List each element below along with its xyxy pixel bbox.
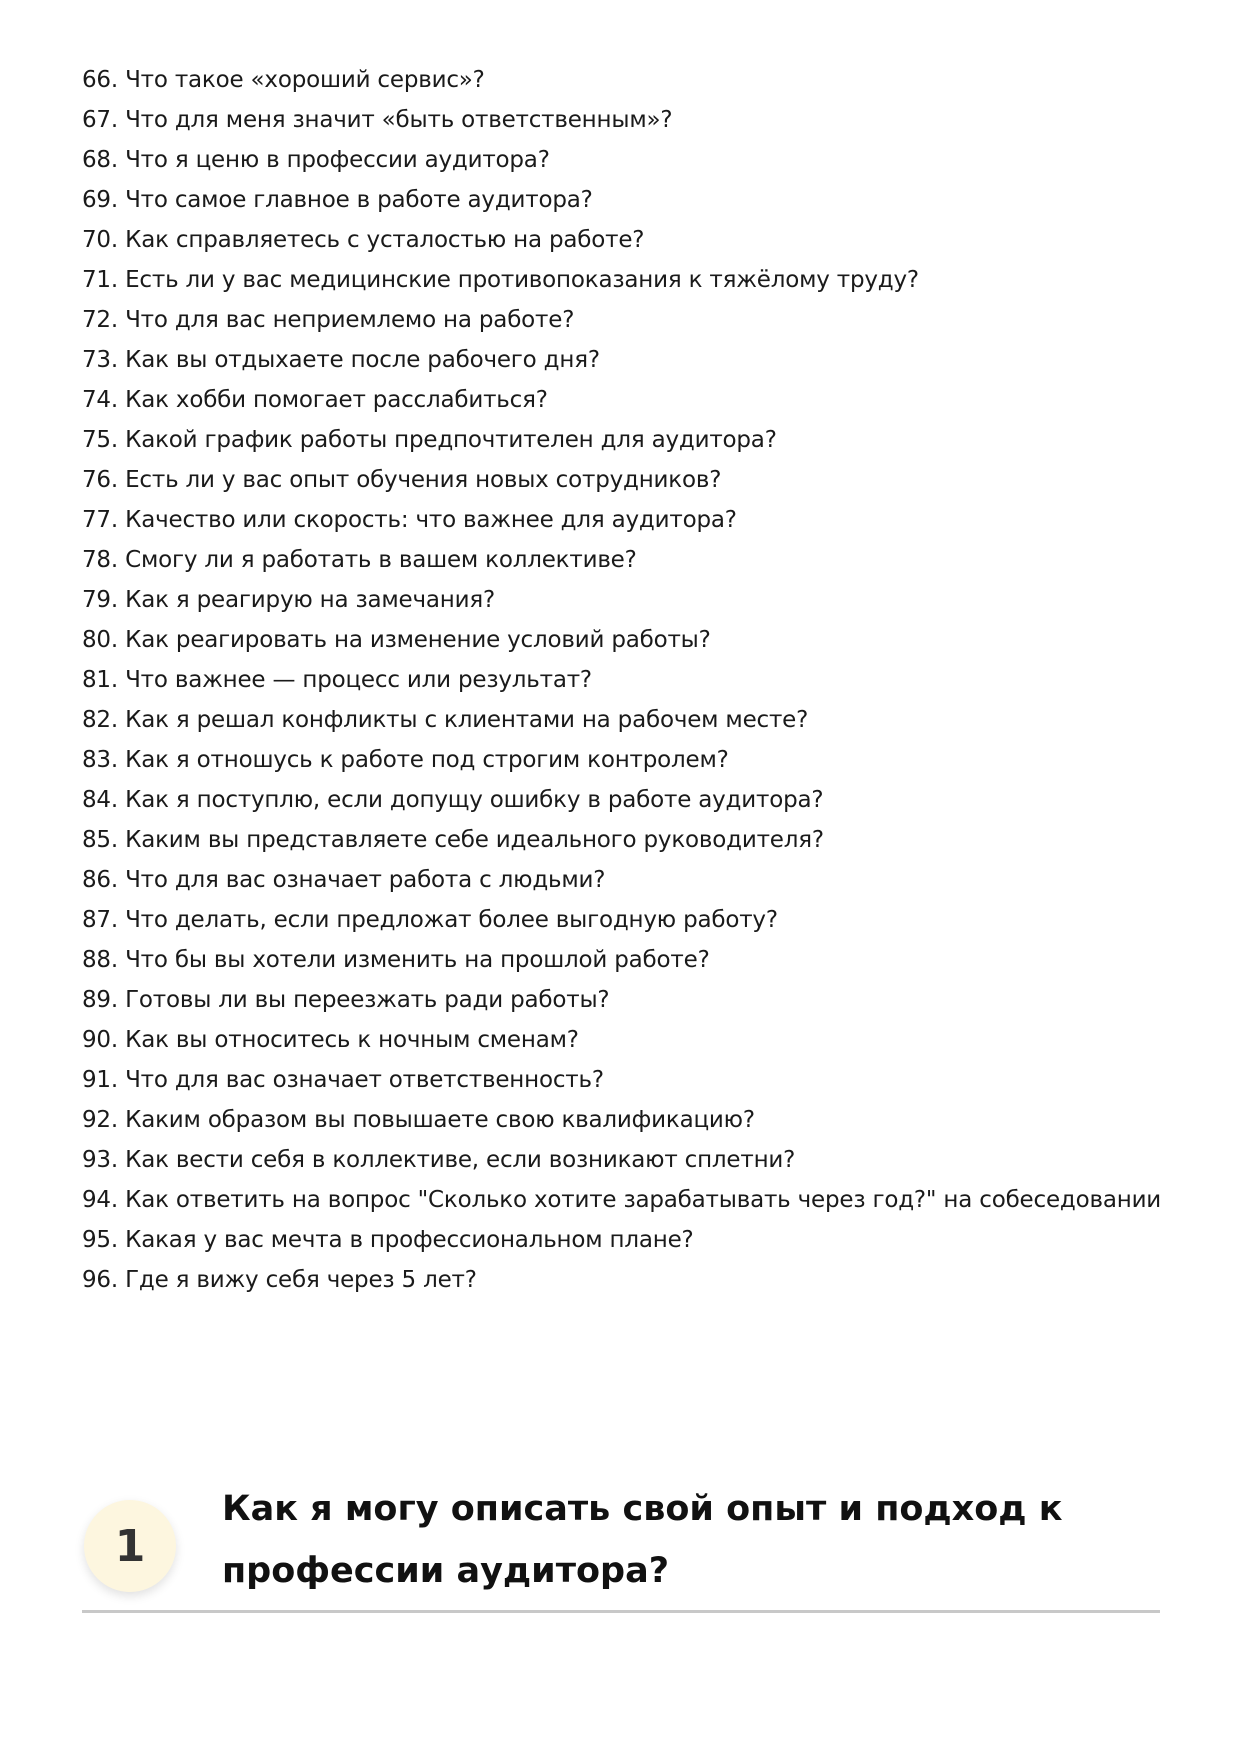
- list-item: 78. Смогу ли я работать в вашем коллективе?: [82, 547, 637, 573]
- list-item: 94. Как ответить на вопрос "Сколько хотите зарабатывать через год?" на собеседовании: [82, 1187, 1162, 1213]
- list-item: 74. Как хобби помогает расслабиться?: [82, 387, 548, 413]
- list-item: 69. Что самое главное в работе аудитора?: [82, 187, 593, 213]
- list-item: 79. Как я реагирую на замечания?: [82, 587, 496, 613]
- list-item: 84. Как я поступлю, если допущу ошибку в работе аудитора?: [82, 787, 824, 813]
- list-item: 95. Какая у вас мечта в профессиональном плане?: [82, 1227, 694, 1253]
- question-list: [82, 60, 1161, 1300]
- list-item: 80. Как реагировать на изменение условий работы?: [82, 627, 711, 653]
- list-item: 77. Качество или скорость: что важнее для аудитора?: [82, 507, 737, 533]
- list-item: 75. Какой график работы предпочтителен для аудитора?: [82, 427, 777, 453]
- list-item: 71. Есть ли у вас медицинские противопоказания к тяжёлому труду?: [82, 267, 919, 293]
- list-item: 76. Есть ли у вас опыт обучения новых сотрудников?: [82, 467, 722, 493]
- list-item: 81. Что важнее — процесс или результат?: [82, 667, 592, 693]
- list-item: 70. Как справляетесь с усталостью на работе?: [82, 227, 645, 253]
- list-item: 67. Что для меня значит «быть ответственным»?: [82, 107, 673, 133]
- list-item: 93. Как вести себя в коллективе, если возникают сплетни?: [82, 1147, 796, 1173]
- section-heading: [82, 1470, 1160, 1613]
- section-number-badge: 1: [84, 1500, 176, 1592]
- list-item: 68. Что я ценю в профессии аудитора?: [82, 147, 550, 173]
- list-item: 85. Каким вы представляете себе идеального руководителя?: [82, 827, 824, 853]
- list-item: 83. Как я отношусь к работе под строгим контролем?: [82, 747, 729, 773]
- list-item: 66. Что такое «хороший сервис»?: [82, 67, 485, 93]
- list-item: 73. Как вы отдыхаете после рабочего дня?: [82, 347, 600, 373]
- list-item: 90. Как вы относитесь к ночным сменам?: [82, 1027, 579, 1053]
- list-item: 91. Что для вас означает ответственность?: [82, 1067, 604, 1093]
- list-item: 96. Где я вижу себя через 5 лет?: [82, 1267, 477, 1293]
- list-item: 89. Готовы ли вы переезжать ради работы?: [82, 987, 610, 1013]
- list-item: 87. Что делать, если предложат более выгодную работу?: [82, 907, 778, 933]
- list-item: 82. Как я решал конфликты с клиентами на рабочем месте?: [82, 707, 809, 733]
- list-item: 86. Что для вас означает работа с людьми?: [82, 867, 606, 893]
- section-title: Как я могу описать свой опыт и подход к профессии аудитора?: [222, 1489, 1063, 1591]
- list-item: 92. Каким образом вы повышаете свою квалификацию?: [82, 1107, 755, 1133]
- list-item: 72. Что для вас неприемлемо на работе?: [82, 307, 575, 333]
- list-item: 88. Что бы вы хотели изменить на прошлой работе?: [82, 947, 710, 973]
